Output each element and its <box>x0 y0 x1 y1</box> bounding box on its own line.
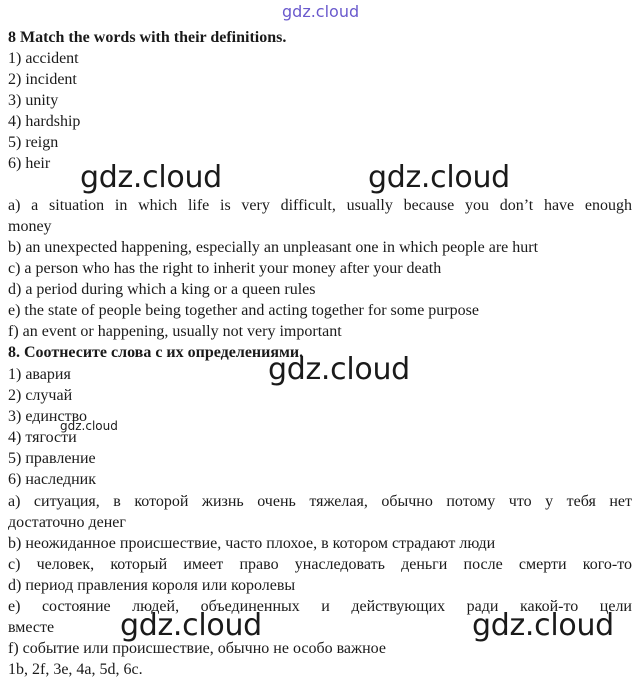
definition-item: d) период правления короля или королевы <box>8 577 296 594</box>
watermark: gdz.cloud <box>268 352 410 387</box>
definition-item: b) неожиданное происшествие, часто плохое, в котором страдают люди <box>8 535 496 552</box>
exercise-heading-ru: 8. Соотнесите слова с их определениями. <box>8 344 304 361</box>
definition-item: достаточно денег <box>8 514 126 531</box>
watermark: gdz.cloud <box>368 160 510 195</box>
definition-item: а) ситуация, в которой жизнь очень тяжелая, обычно потому что у тебя нет <box>8 493 632 510</box>
definition-item: c) a person who has the right to inherit your money after your death <box>8 260 442 277</box>
word-item: 6) heir <box>8 155 51 172</box>
word-item: 3) unity <box>8 92 59 109</box>
watermark: gdz.cloud <box>472 608 614 643</box>
watermark-small: gdz.cloud <box>60 419 118 433</box>
word-item: 1) accident <box>8 50 79 67</box>
definition-item: e) the state of people being together and acting together for some purpose <box>8 302 479 319</box>
word-item: 6) наследник <box>8 471 97 488</box>
word-item: 5) reign <box>8 134 59 151</box>
definition-item: a) a situation in which life is very difficult, usually because you don’t have enough <box>8 197 632 214</box>
word-item: 2) incident <box>8 71 77 88</box>
word-item: 2) случай <box>8 387 73 404</box>
definition-item: d) a period during which a king or a queen rules <box>8 281 316 298</box>
word-item: 3) единство <box>8 408 88 425</box>
definition-item: е) состояние людей, объединенных и действующих ради какой-то цели <box>8 598 632 615</box>
definition-item: money <box>8 218 52 235</box>
definition-item: с) человек, который имеет право унаследовать деньги после смерти кого-то <box>8 556 632 573</box>
word-item: 1) авария <box>8 366 71 383</box>
word-item: 5) правление <box>8 450 96 467</box>
word-item: 4) тягости <box>8 429 77 446</box>
word-item: 4) hardship <box>8 113 81 130</box>
definition-item: f) событие или происшествие, обычно не особо важное <box>8 640 386 657</box>
definition-item: вместе <box>8 619 55 636</box>
answer-line: 1b, 2f, 3e, 4a, 5d, 6c. <box>8 661 143 678</box>
watermark: gdz.cloud <box>120 608 262 643</box>
watermark-top: gdz.cloud <box>282 2 360 21</box>
exercise-heading-en: 8 Match the words with their definitions. <box>8 29 287 46</box>
definition-item: b) an unexpected happening, especially an unpleasant one in which people are hurt <box>8 239 539 256</box>
definition-item: f) an event or happening, usually not very important <box>8 323 342 340</box>
watermark: gdz.cloud <box>80 160 222 195</box>
